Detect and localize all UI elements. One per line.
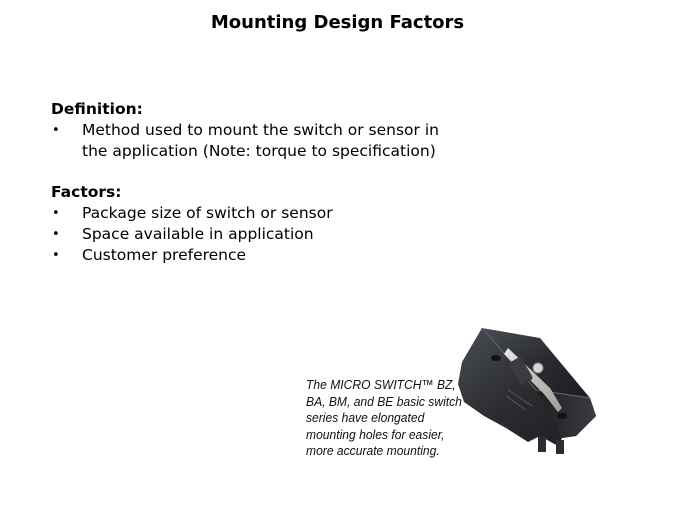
definition-line-2: the application (Note: torque to specification) <box>82 142 436 160</box>
definition-heading: Definition: <box>51 100 143 118</box>
factor-text: Space available in application <box>82 225 314 243</box>
factor-text: Customer preference <box>82 246 247 264</box>
terminal <box>538 436 546 452</box>
bullet-icon: • <box>52 248 60 263</box>
factors-section <box>51 182 502 266</box>
factors-heading: Factors: <box>51 183 122 201</box>
definition-bullet <box>51 120 502 162</box>
roller <box>533 363 543 373</box>
terminal <box>556 440 564 454</box>
definition-line-1: Method used to mount the switch or sensor in <box>82 121 439 139</box>
bullet-icon: • <box>52 206 60 221</box>
mounting-hole <box>557 413 567 419</box>
bullet-icon: • <box>52 123 60 138</box>
factor-bullet <box>51 224 502 245</box>
caption-line: The MICRO SWITCH™ BZ, <box>306 377 456 392</box>
caption-line: BA, BM, and BE basic switch <box>306 393 462 409</box>
caption-line: series have elongated <box>306 410 425 425</box>
figure-caption <box>306 377 478 460</box>
factor-text: Package size of switch or sensor <box>82 204 333 222</box>
mounting-hole <box>491 355 501 361</box>
definition-section <box>51 99 502 162</box>
slide-title: Mounting Design Factors <box>210 12 465 33</box>
caption-line: more accurate mounting. <box>306 443 440 458</box>
factor-bullet <box>51 203 502 224</box>
bullet-icon: • <box>52 227 60 242</box>
factor-bullet <box>51 245 502 266</box>
definition-bullet-text <box>82 120 502 162</box>
caption-line: mounting holes for easier, <box>306 426 445 442</box>
